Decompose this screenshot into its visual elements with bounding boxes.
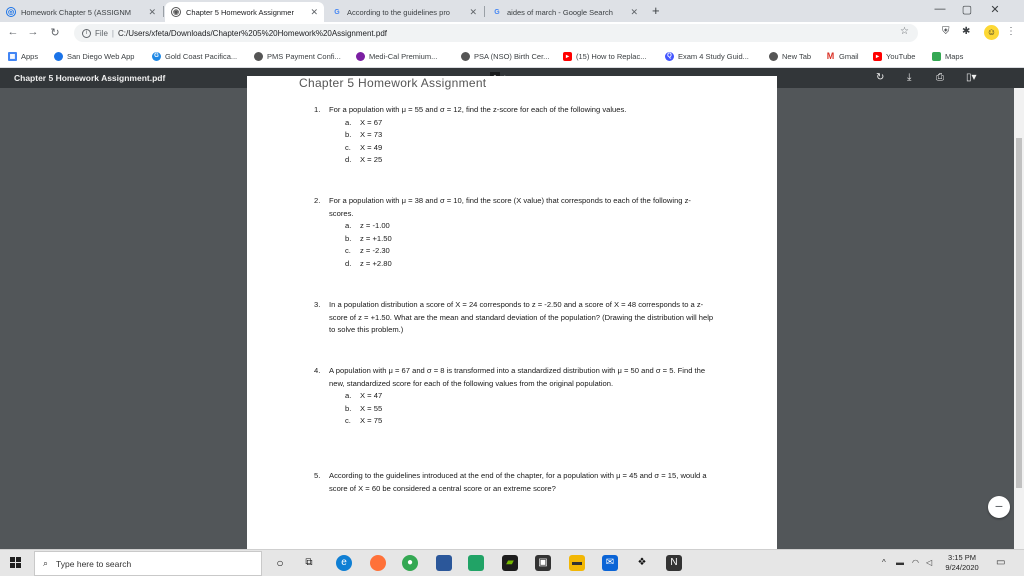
bookmark-pms-payment[interactable] <box>254 50 341 62</box>
question-text: For a population with μ = 55 and σ = 12, find the z-score for each of the following values. <box>329 105 627 114</box>
search-icon: ⌕ <box>43 558 49 568</box>
google-icon: G <box>494 8 500 16</box>
chrome-menu-icon[interactable]: ⋮ <box>1006 26 1016 37</box>
forward-icon[interactable]: → <box>27 26 39 38</box>
clock-date: 9/24/2020 <box>945 563 979 572</box>
bookmark-label: Maps <box>945 51 964 61</box>
gmail-icon: M <box>826 51 835 61</box>
url-scheme: File <box>95 28 108 38</box>
answer-options <box>345 117 714 167</box>
extension-icon[interactable]: ⛨ <box>942 26 950 37</box>
windows-taskbar <box>0 549 1024 576</box>
question-text: A population with μ = 67 and σ = 8 is transformed into a standardized distribution with μ = 50 and σ = 5. Find the new, standardized score for each of the following values from the original population. <box>329 366 706 388</box>
bookmark-exam-4[interactable] <box>665 50 749 62</box>
option-item: a. z = -1.00 <box>345 221 390 230</box>
firefox-icon[interactable] <box>370 555 386 571</box>
app-icon[interactable] <box>468 555 484 571</box>
bookmark-label: Apps <box>21 51 39 61</box>
option-item: b. X = 73 <box>345 130 383 139</box>
page-heading: Chapter 5 Homework Assignment <box>299 76 487 90</box>
tray-chevron-icon[interactable]: ^ <box>882 558 886 567</box>
site-icon <box>769 52 778 61</box>
taskbar-search-box[interactable] <box>34 551 262 576</box>
store-icon[interactable]: ▣ <box>535 555 551 571</box>
maps-icon <box>932 52 941 61</box>
close-window-icon[interactable]: ✕ <box>990 4 1000 16</box>
volume-icon[interactable]: ◁ <box>926 558 933 567</box>
tab-homework-chapter-5[interactable] <box>0 2 162 22</box>
minimize-icon[interactable]: — <box>934 3 946 15</box>
option-item: d. z = +2.80 <box>345 258 392 268</box>
bookmark-label: YouTube <box>886 51 916 61</box>
bookmark-maps[interactable] <box>932 50 963 62</box>
option-item: c. X = 75 <box>345 416 383 425</box>
canvas-icon: ◎ <box>7 9 15 16</box>
battery-icon[interactable]: ▬ <box>896 558 904 567</box>
url-text: C:/Users/xfeta/Downloads/Chapter%205%20Homework%20Assignment.pdf <box>117 28 387 38</box>
apps-grid-icon: ▦ <box>9 53 16 60</box>
youtube-icon: ▸ <box>563 52 572 61</box>
bookmark-gold-coast-pacifica[interactable] <box>152 50 237 62</box>
search-placeholder: Type here to search <box>56 558 132 569</box>
wifi-icon[interactable]: ◠ <box>912 558 919 567</box>
bookmark-label: San Diego Web App <box>67 51 135 61</box>
app-icon[interactable] <box>436 555 452 571</box>
option-item: c. X = 49 <box>345 142 383 152</box>
question-number: 1. <box>314 105 321 114</box>
info-icon[interactable]: i <box>82 29 91 38</box>
download-icon[interactable]: ⤓ <box>907 72 912 83</box>
option-item: a. X = 67 <box>345 117 383 127</box>
url-divider: | <box>111 28 114 38</box>
bookmark-san-diego-web-app[interactable] <box>54 50 134 62</box>
bookmark-youtube[interactable] <box>873 50 915 62</box>
tab-according-guidelines[interactable] <box>326 2 483 22</box>
option-item: a. X = 47 <box>345 391 383 400</box>
bookmark-how-to-replace[interactable] <box>563 50 646 62</box>
tab-title: Chapter 5 Homework Assignmer <box>186 7 294 17</box>
option-item: b. X = 55 <box>345 403 383 413</box>
notion-icon[interactable]: N <box>666 555 682 571</box>
site-icon <box>461 52 470 61</box>
youtube-icon: ▸ <box>873 52 882 61</box>
scrollbar-thumb[interactable] <box>1016 138 1022 488</box>
cortana-icon[interactable]: ○ <box>276 556 284 570</box>
bookmark-gmail[interactable] <box>826 50 859 62</box>
bookmark-medi-cal[interactable] <box>356 50 437 62</box>
extension-pin-icon[interactable]: ✱ <box>962 26 971 37</box>
pdf-title: Chapter 5 Homework Assignment.pdf <box>14 73 166 83</box>
bookmark-label: New Tab <box>782 51 812 61</box>
site-icon: G <box>152 52 161 61</box>
question-number: 5. <box>314 471 321 480</box>
question-number: 4. <box>314 366 321 375</box>
tab-chapter-5-pdf[interactable] <box>165 2 324 22</box>
question-text: According to the guidelines introduced at the end of the chapter, for a population with μ = 45 and σ = 15, would a score of X = 60 be considered a central score or an extreme score? <box>329 471 707 493</box>
edge-icon[interactable]: e <box>336 555 352 571</box>
bookmark-apps[interactable] <box>8 50 38 62</box>
bookmark-psa-birth[interactable] <box>461 50 549 62</box>
bookmark-menu-icon[interactable]: ▯▾ <box>966 72 977 83</box>
bookmark-label: Gold Coast Pacifica... <box>165 51 238 61</box>
tab-aides-of-march[interactable] <box>486 2 644 22</box>
answer-options <box>345 220 714 270</box>
question-number: 2. <box>314 196 321 205</box>
bookmark-label: Gmail <box>839 51 859 61</box>
question-2 <box>314 195 714 270</box>
close-tab-icon[interactable]: ✕ <box>630 6 638 17</box>
bookmark-label: Exam 4 Study Guid... <box>678 51 749 61</box>
zoom-out-button[interactable]: − <box>988 496 1010 518</box>
nvidia-icon[interactable]: ▰ <box>502 555 518 571</box>
bookmark-label: Medi-Cal Premium... <box>369 51 438 61</box>
bookmark-label: PSA (NSO) Birth Cer... <box>474 51 550 61</box>
google-icon: G <box>334 8 340 16</box>
bookmark-star-icon[interactable]: ☆ <box>900 26 909 37</box>
new-tab-button[interactable]: + <box>652 3 660 18</box>
browser-toolbar <box>0 22 1024 44</box>
close-tab-icon[interactable]: ✕ <box>148 6 156 17</box>
clock-time: 3:15 PM <box>948 553 976 562</box>
windows-start-icon[interactable] <box>10 557 22 569</box>
close-tab-icon[interactable]: ✕ <box>469 6 477 17</box>
bookmark-label: (15) How to Replac... <box>576 51 647 61</box>
question-number: 3. <box>314 300 321 309</box>
tab-divider <box>163 6 164 17</box>
profile-avatar[interactable]: ☺ <box>984 25 999 40</box>
back-icon[interactable]: ← <box>7 26 19 38</box>
file-explorer-icon[interactable]: ▬ <box>569 555 585 571</box>
question-text: For a population with μ = 38 and σ = 10, find the score (X value) that corresponds to each of the following z-scores. <box>329 196 691 218</box>
tab-title: According to the guidelines pro <box>347 7 450 17</box>
pdf-page <box>247 76 777 556</box>
option-item: b. z = +1.50 <box>345 233 392 243</box>
chrome-icon[interactable]: ● <box>402 555 418 571</box>
notifications-icon[interactable]: ▭ <box>996 557 1006 568</box>
task-view-icon[interactable]: ⧉ <box>305 557 313 568</box>
taskbar-clock[interactable] <box>940 553 984 573</box>
answer-options <box>345 390 714 428</box>
site-icon <box>356 52 365 61</box>
restore-icon[interactable]: ▢ <box>961 4 973 16</box>
bookmarks-bar <box>0 44 1024 68</box>
vertical-scrollbar[interactable] <box>1014 88 1024 549</box>
quizlet-icon: Q <box>665 52 674 61</box>
reload-icon[interactable]: ↻ <box>50 27 60 39</box>
chrome-pdf-icon: ◉ <box>172 9 180 16</box>
site-icon <box>254 52 263 61</box>
question-text: In a population distribution a score of X = 24 corresponds to z = -2.50 and a score of X = 48 corresponds to a z-score of z = +1.50. What are the mean and standard deviation of the population? (Drawing the distribution will help to solve this problem.) <box>329 300 714 334</box>
option-item: c. z = -2.30 <box>345 246 390 255</box>
tab-strip <box>0 0 1024 22</box>
option-item: d. X = 25 <box>345 155 383 164</box>
bookmark-label: PMS Payment Confi... <box>267 51 341 61</box>
bookmark-new-tab[interactable] <box>769 50 811 62</box>
tab-title: aides of march - Google Search <box>507 7 613 17</box>
question-1 <box>314 104 714 167</box>
question-4 <box>314 365 714 428</box>
mail-icon[interactable]: ✉ <box>602 555 618 571</box>
question-5 <box>314 470 714 495</box>
close-tab-icon[interactable]: ✕ <box>310 6 318 17</box>
question-3 <box>314 299 714 337</box>
dropbox-icon[interactable]: ❖ <box>637 557 647 568</box>
print-icon[interactable]: ⎙ <box>936 72 944 83</box>
tab-title: Homework Chapter 5 (ASSIGNM <box>21 7 132 17</box>
address-bar[interactable] <box>74 24 918 42</box>
globe-icon <box>54 52 63 61</box>
rotate-icon[interactable]: ↻ <box>876 72 885 83</box>
tab-divider <box>484 6 485 17</box>
